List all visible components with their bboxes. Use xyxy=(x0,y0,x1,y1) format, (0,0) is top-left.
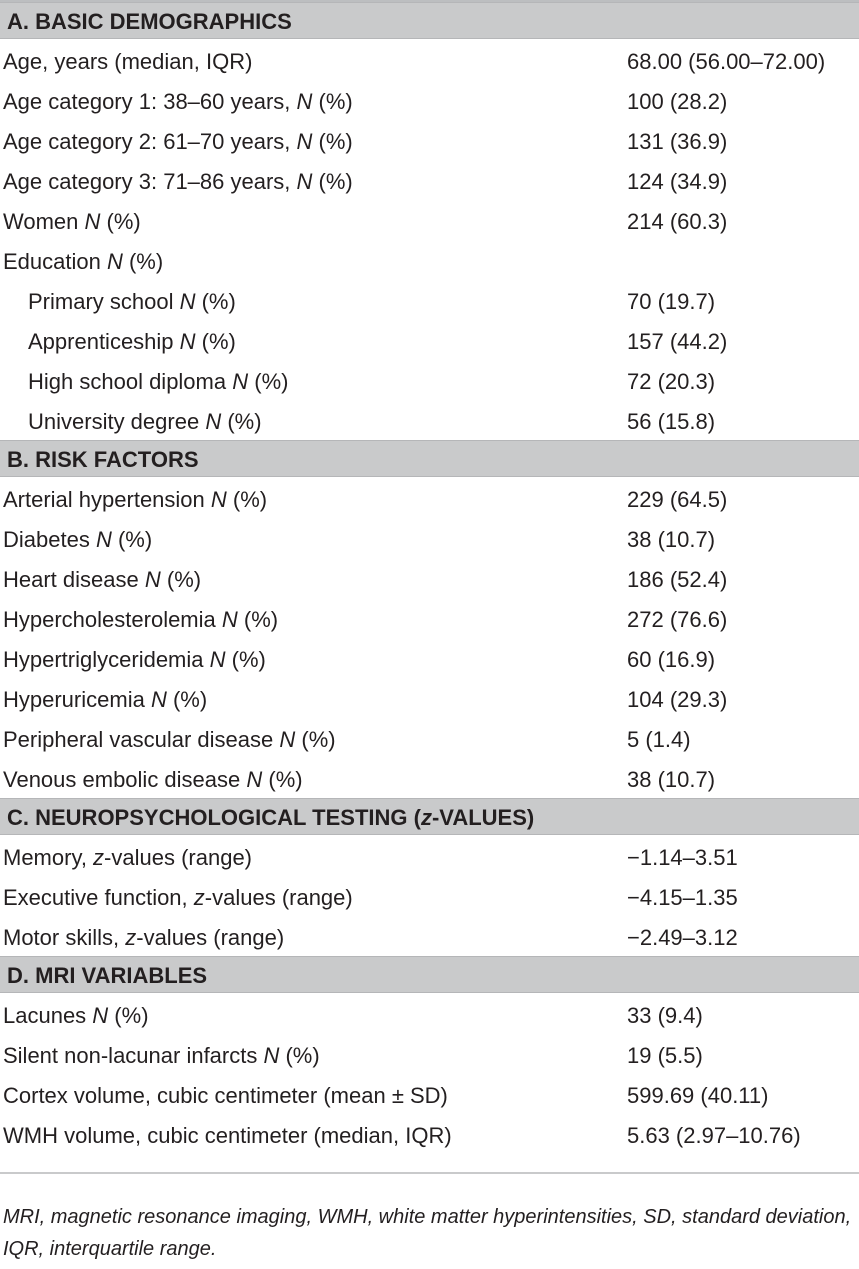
row-label: Diabetes N (%) xyxy=(3,527,153,552)
table-row xyxy=(0,240,859,280)
table-bottom-rule xyxy=(0,1172,859,1174)
row-value: 38 (10.7) xyxy=(627,527,716,552)
table-row xyxy=(0,1114,859,1154)
table-row xyxy=(0,280,859,320)
row-value: 104 (29.3) xyxy=(627,687,728,712)
row-value: 214 (60.3) xyxy=(627,209,728,234)
row-label: Venous embolic disease N (%) xyxy=(3,767,303,792)
table-row xyxy=(0,400,859,440)
row-label: Heart disease N (%) xyxy=(3,567,202,592)
row-label: Primary school N (%) xyxy=(28,289,236,314)
row-label: Silent non-lacunar infarcts N (%) xyxy=(3,1043,320,1068)
row-label: Hypercholesterolemia N (%) xyxy=(3,607,279,632)
table-row xyxy=(0,718,859,758)
row-value: 272 (76.6) xyxy=(627,607,728,632)
table-row xyxy=(0,1034,859,1074)
row-value: −1.14–3.51 xyxy=(627,845,738,870)
row-value: 72 (20.3) xyxy=(627,369,716,394)
row-value: 56 (15.8) xyxy=(627,409,716,434)
row-value: 186 (52.4) xyxy=(627,567,728,592)
table-row xyxy=(0,478,859,518)
row-value: 100 (28.2) xyxy=(627,89,728,114)
row-label: Hyperuricemia N (%) xyxy=(3,687,208,712)
row-value: 60 (16.9) xyxy=(627,647,716,672)
section-header-mri-variables: D. MRI VARIABLES xyxy=(0,956,859,993)
row-label: Age category 2: 61–70 years, N (%) xyxy=(3,129,353,154)
table-row xyxy=(0,994,859,1034)
row-value: −2.49–3.12 xyxy=(627,925,738,950)
section-header-neuropsychological-testing: C. NEUROPSYCHOLOGICAL TESTING (z-VALUES) xyxy=(0,798,859,835)
row-value: −4.15–1.35 xyxy=(627,885,738,910)
row-label: University degree N (%) xyxy=(28,409,262,434)
row-label: Education N (%) xyxy=(3,249,164,274)
table-row xyxy=(0,120,859,160)
table-row xyxy=(0,200,859,240)
row-value: 5.63 (2.97–10.76) xyxy=(627,1123,801,1148)
table-row xyxy=(0,916,859,956)
table-row xyxy=(0,558,859,598)
row-value: 5 (1.4) xyxy=(627,727,691,752)
row-label: Hypertriglyceridemia N (%) xyxy=(3,647,266,672)
row-label: Age category 1: 38–60 years, N (%) xyxy=(3,89,353,114)
row-label: High school diploma N (%) xyxy=(28,369,289,394)
row-label: Executive function, z-values (range) xyxy=(3,885,353,910)
row-label: Peripheral vascular disease N (%) xyxy=(3,727,336,752)
table-row xyxy=(0,360,859,400)
table-row xyxy=(0,836,859,876)
row-value: 70 (19.7) xyxy=(627,289,716,314)
row-label: Women N (%) xyxy=(3,209,141,234)
row-label: Memory, z-values (range) xyxy=(3,845,252,870)
row-value: 124 (34.9) xyxy=(627,169,728,194)
row-label: Age, years (median, IQR) xyxy=(3,49,253,74)
row-value: 19 (5.5) xyxy=(627,1043,703,1068)
row-value: 157 (44.2) xyxy=(627,329,728,354)
row-value: 68.00 (56.00–72.00) xyxy=(627,49,826,74)
row-label: Motor skills, z-values (range) xyxy=(3,925,285,950)
section-header-basic-demographics: A. BASIC DEMOGRAPHICS xyxy=(0,2,859,39)
table-row xyxy=(0,40,859,80)
table-row xyxy=(0,638,859,678)
row-value: 131 (36.9) xyxy=(627,129,728,154)
table-row xyxy=(0,678,859,718)
table-row xyxy=(0,598,859,638)
row-value: 38 (10.7) xyxy=(627,767,716,792)
row-label: WMH volume, cubic centimeter (median, IQR) xyxy=(3,1123,452,1148)
table-row xyxy=(0,758,859,798)
row-value: 229 (64.5) xyxy=(627,487,728,512)
table-row xyxy=(0,320,859,360)
table-row xyxy=(0,160,859,200)
table-footnote: MRI, magnetic resonance imaging, WMH, white matter hyperintensities, SD, standard deviation, IQR, interquartile range. xyxy=(3,1206,852,1260)
row-label: Cortex volume, cubic centimeter (mean ± SD) xyxy=(3,1083,448,1108)
row-label: Arterial hypertension N (%) xyxy=(3,487,268,512)
table-row xyxy=(0,518,859,558)
section-header-risk-factors: B. RISK FACTORS xyxy=(0,440,859,477)
row-value: 33 (9.4) xyxy=(627,1003,703,1028)
row-label: Age category 3: 71–86 years, N (%) xyxy=(3,169,353,194)
row-label: Lacunes N (%) xyxy=(3,1003,149,1028)
row-value: 599.69 (40.11) xyxy=(627,1083,769,1108)
table-row xyxy=(0,80,859,120)
table-row xyxy=(0,876,859,916)
table-row xyxy=(0,1074,859,1114)
row-label: Apprenticeship N (%) xyxy=(28,329,236,354)
